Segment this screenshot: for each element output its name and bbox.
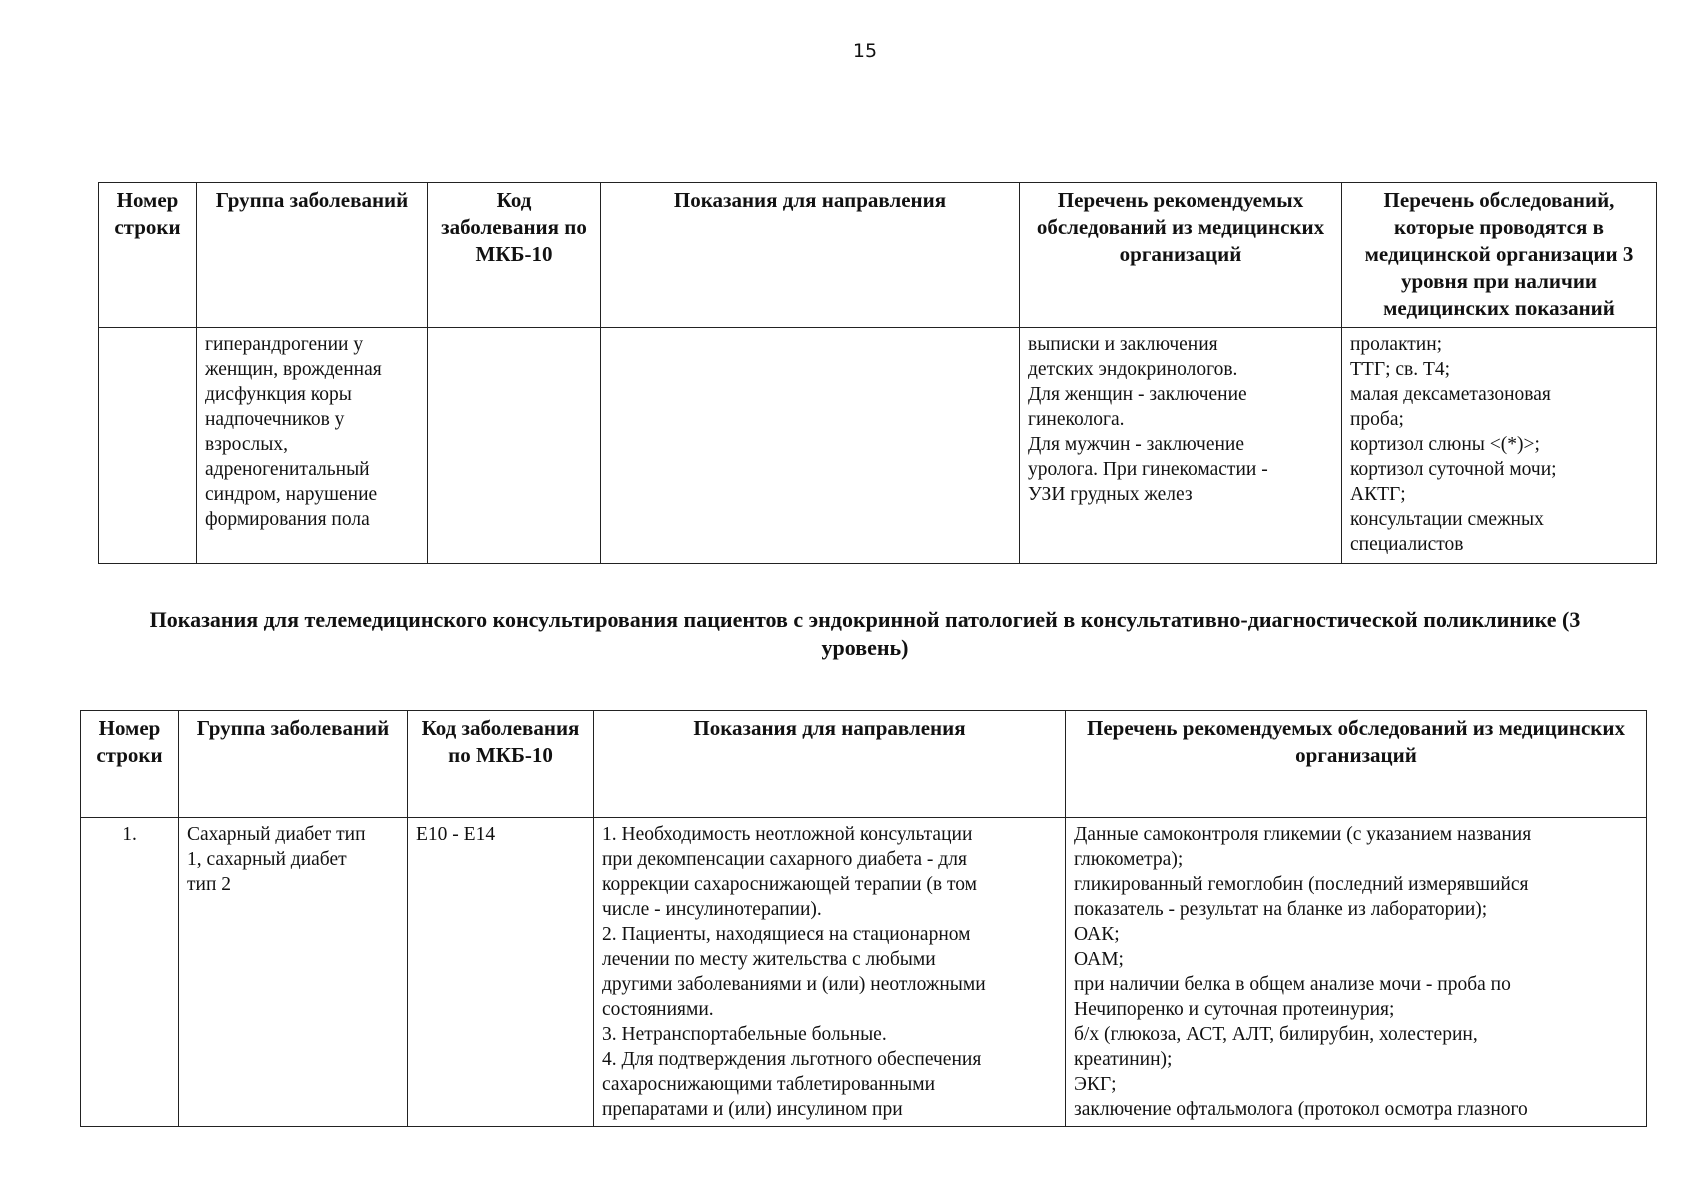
table-row — [99, 328, 1657, 564]
cell-row-number — [99, 328, 197, 564]
header-level3-exams: Перечень обследований, которые проводятся в медицинской организации 3 уровня при наличии медицинских показаний — [1342, 183, 1657, 328]
header-disease-group: Группа заболеваний — [197, 183, 428, 328]
cell-icd-code — [428, 328, 601, 564]
cell-disease-group: гиперандрогении у женщин, врожденная дисфункция коры надпочечников у взрослых, адреногенитальный синдром, нарушение формирования пола — [197, 328, 428, 564]
header-icd-code: Код заболевания по МКБ-10 — [408, 711, 594, 818]
table-row — [81, 818, 1647, 1127]
cell-icd-code: E10 - E14 — [408, 818, 594, 1127]
header-row-number: Номер строки — [81, 711, 179, 818]
header-row-number: Номер строки — [99, 183, 197, 328]
page-number: 15 — [852, 40, 878, 62]
table-header-row — [99, 183, 1657, 328]
header-indications: Показания для направления — [594, 711, 1066, 818]
cell-row-number: 1. — [81, 818, 179, 1127]
telemedicine-table — [80, 710, 1647, 1127]
cell-recommended-exams: Данные самоконтроля гликемии (с указанием названия глюкометра); гликированный гемоглобин (последний измерявшийся показатель - результат на бланке из лаборатории); ОАК; ОАМ; при наличии белка в общем анализе мочи - проба по Нечипоренко и суточная протеинурия; б/х (глюкоза, АСТ, АЛТ, билирубин, холестерин, креатинин); ЭКГ; заключение офтальмолога (протокол осмотра глазного — [1066, 818, 1647, 1127]
cell-indications — [601, 328, 1020, 564]
header-recommended-exams: Перечень рекомендуемых обследований из медицинских организаций — [1020, 183, 1342, 328]
header-icd-code: Код заболевания по МКБ-10 — [428, 183, 601, 328]
header-indications: Показания для направления — [601, 183, 1020, 328]
header-recommended-exams: Перечень рекомендуемых обследований из медицинских организаций — [1066, 711, 1647, 818]
cell-level3-exams: пролактин; ТТГ; св. Т4; малая дексаметазоновая проба; кортизол слюны <(*)>; кортизол суточной мочи; АКТГ; консультации смежных специалистов — [1342, 328, 1657, 564]
section-title: Показания для телемедицинского консультирования пациентов с эндокринной патологией в консультативно-диагностической поликлинике (3 уровень) — [149, 607, 1581, 660]
header-disease-group: Группа заболеваний — [179, 711, 408, 818]
cell-recommended-exams: выписки и заключения детских эндокринологов. Для женщин - заключение гинеколога. Для мужчин - заключение уролога. При гинекомастии - УЗИ грудных желез — [1020, 328, 1342, 564]
cell-disease-group: Сахарный диабет тип 1, сахарный диабет тип 2 — [179, 818, 408, 1127]
cell-indications: 1. Необходимость неотложной консультации при декомпенсации сахарного диабета - для коррекции сахароснижающей терапии (в том числе - инсулинотерапии). 2. Пациенты, находящиеся на стационарном лечении по месту жительства с любыми другими заболеваниями и (или) неотложными состояниями. 3. Нетранспортабельные больные. 4. Для подтверждения льготного обеспечения сахароснижающими таблетированными препаратами и (или) инсулином при — [594, 818, 1066, 1127]
referral-table-continued — [98, 182, 1657, 564]
table-header-row — [81, 711, 1647, 818]
